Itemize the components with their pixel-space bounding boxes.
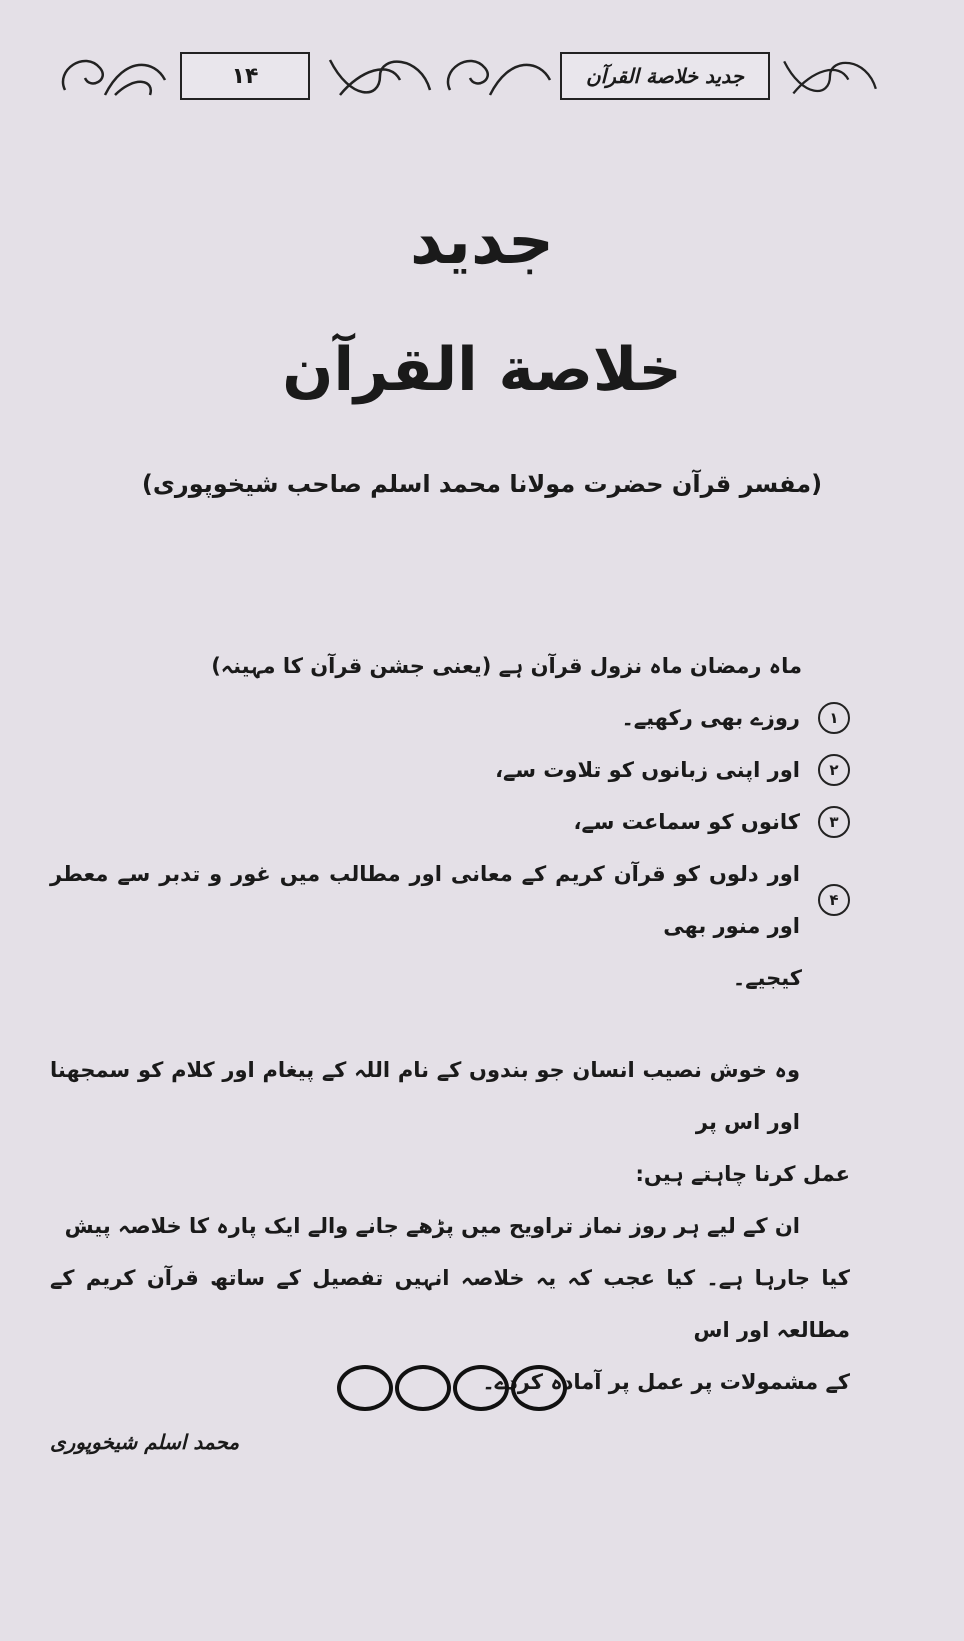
author-subtitle: (مفسر قرآن حضرت مولانا محمد اسلم صاحب شیخوپوری) [141,470,823,498]
paragraph-line: ان کے لیے ہر روز نماز تراویح میں پڑھے جانے والے ایک پارہ کا خلاصہ پیش [64,1214,800,1238]
paragraph-line: کیا جارہا ہے۔ کیا عجب کہ یہ خلاصہ انہیں تفصیل کے ساتھ قرآن کریم کے مطالعہ اور اس [50,1266,850,1342]
floral-ornament-icon [55,50,175,102]
list-number-badge: ۴ [818,884,850,916]
author-signature: محمد اسلم شیخوپوری [50,1430,240,1454]
circle-ornament-icon [453,1365,509,1411]
list-item [50,744,850,796]
list-item [50,692,850,744]
list-number-badge: ۳ [818,806,850,838]
paragraph-line: وہ خوش نصیب انسان جو بندوں کے نام اللہ کے پیغام اور کلام کو سمجھنا اور اس پر [50,1058,800,1134]
running-title: جدید خلاصة القرآن [560,52,770,100]
list-item-continuation: کیجیے۔ [732,966,802,990]
book-title-line1: جدید [409,205,555,279]
circle-ornament-icon [511,1365,567,1411]
end-ornament [337,1365,567,1411]
body-text [50,640,850,1468]
author-signature-row [50,1416,850,1468]
circle-ornament-icon [395,1365,451,1411]
list-item [50,848,850,952]
paragraph-line: کے مشمولات پر عمل پر آمادہ کردے۔ [482,1370,850,1394]
list-item-text: اور اپنی زبانوں کو تلاوت سے، [495,758,800,782]
floral-ornament-icon [320,50,440,102]
floral-ornament-icon [775,50,885,102]
circle-ornament-icon [337,1365,393,1411]
list-item-text: روزے بھی رکھیے۔ [621,706,800,730]
list-item [50,796,850,848]
intro-line: ماہ رمضان ماہ نزول قرآن ہے (یعنی جشن قرآن کا مہینہ) [211,654,802,678]
floral-ornament-icon [440,50,560,102]
list-number-badge: ۲ [818,754,850,786]
list-number-badge: ۱ [818,702,850,734]
page-header [55,42,885,112]
paragraph-line: عمل کرنا چاہتے ہیں: [635,1162,850,1186]
list-item-text: کانوں کو سماعت سے، [573,810,800,834]
page-number: ۱۴ [180,52,310,100]
book-title-line2: خلاصة القرآن [282,335,682,405]
list-item-text: اور دلوں کو قرآن کریم کے معانی اور مطالب میں غور و تدبر سے معطر اور منور بھی [50,862,800,938]
